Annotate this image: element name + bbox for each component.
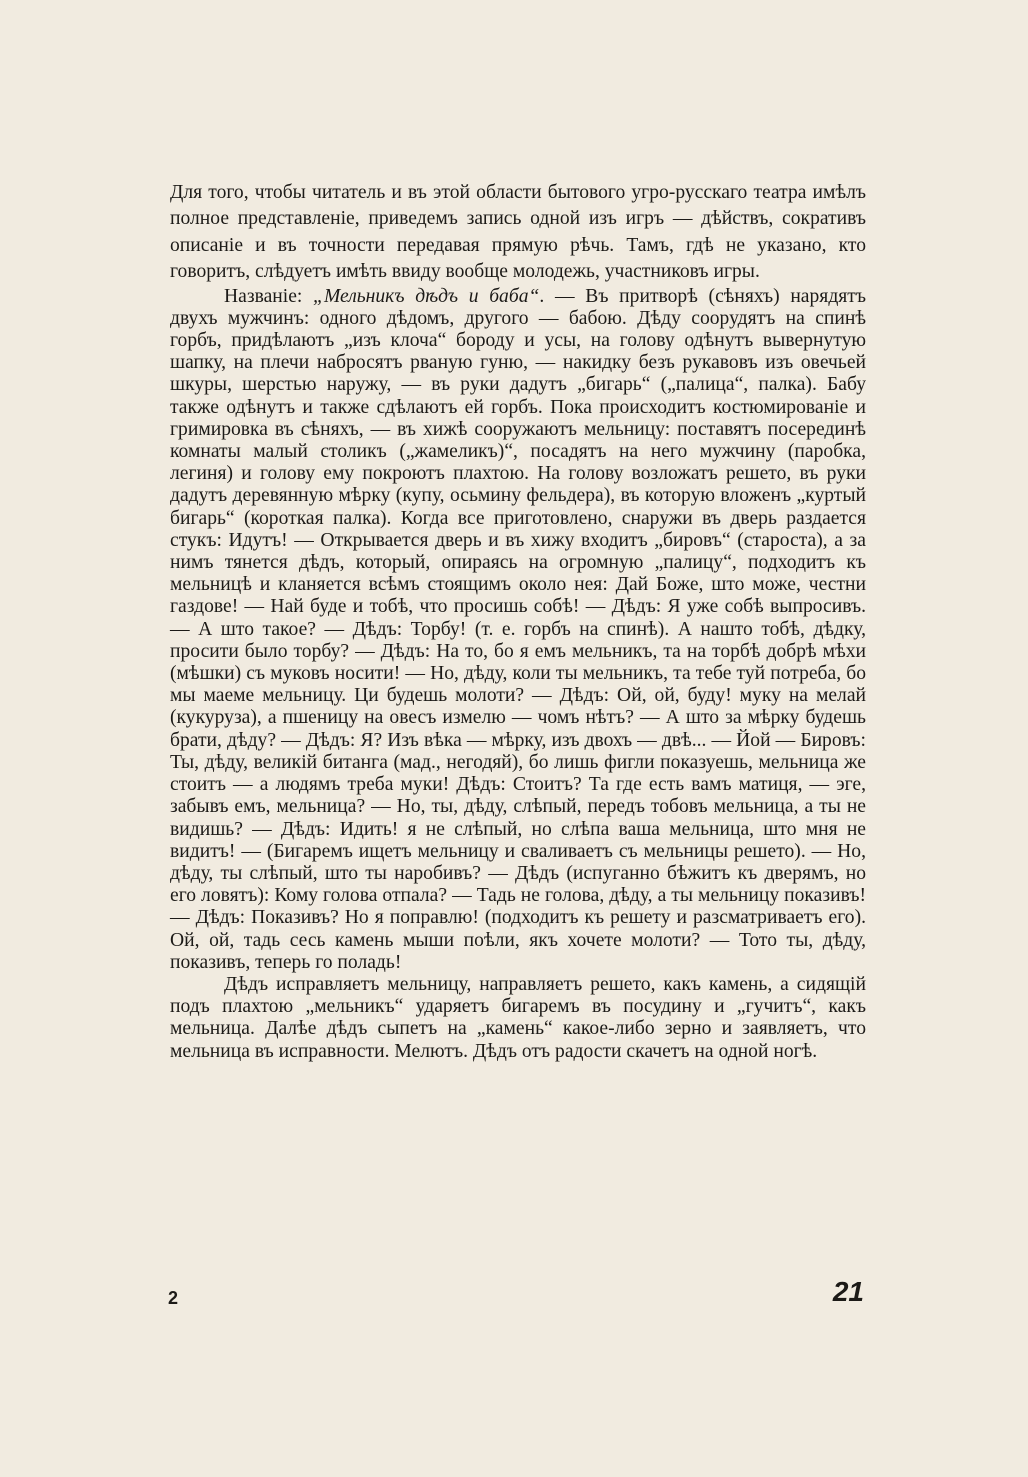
printer-signature-mark: 2 xyxy=(168,1288,179,1308)
game-title: „Мельникъ дѣдъ и баба“ xyxy=(313,285,540,307)
game-description-text: . — Въ притворѣ (сѣняхъ) нарядятъ двухъ мужчинъ: одного дѣдомъ, другого — бабою. Дѣду соорудятъ на спинѣ горбъ, придѣлаютъ „изъ клоча“ бороду и усы, на голову одѣнутъ вывернутую шапку, на плечи набросятъ рваную гуню, — накидку безъ рукавовъ изъ овечьей шкуры, шерстью наружу, — въ руки дадутъ „бигарь“ („палица“, палка). Бабу также одѣнутъ и также сдѣлаютъ ей горбъ. Пока происходитъ костюмированіе и гримировка въ сѣняхъ, — въ хижѣ сооружаютъ мельницу: поставятъ посерединѣ комнаты малый столикъ („жамеликъ)“, посадятъ на него мужчину (паробка, легиня) и голову ему покроютъ плахтою. На голову возложатъ решето, въ руки дадутъ деревянную мѣрку (купу, осьмину фельдера), въ которую вложенъ „куртый бигарь“ (короткая палка). Когда все приготовлено, снаружи въ дверь раздается стукъ: Идутъ! — Открывается дверь и въ хижу входитъ „бировъ“ (староста), а за нимъ тянется дѣдъ, который, опираясь на огромную „палицу“, подходитъ къ мельницѣ и кланяется всѣмъ стоящимъ около нея: Дай Боже, што може, честни газдове! — Най буде и тобѣ, что просишь собѣ! — Дѣдъ: Я уже собѣ выпросивъ. — А што такое? — Дѣдъ: Торбу! (т. е. горбъ на спинѣ). А нашто тобѣ, дѣдку, просити было торбу? — Дѣдъ: На то, бо я емъ мельникъ, та на торбѣ добрѣ мѣхи (мѣшки) съ муковъ носити! — Но, дѣду, коли ты мельникъ, та тебе туй потреба, бо мы маеме мельницу. Ци будешь молоти? — Дѣдъ: Ой, ой, буду! муку на мелай (кукуруза), а пшеницу на овесъ измелю — чомъ нѣтъ? — А што за мѣрку будешь брати, дѣду? — Дѣдъ: Я? Изъ вѣка — мѣрку, изъ двохъ — двѣ... — Йой — Бировъ: Ты, дѣду, великій битанга (мад., негодяй), бо лишь фигли показуешь, мельница же стоитъ — а людямъ треба муки! Дѣдъ: Стоитъ? Та где есть вамъ матиця, — эге, забывъ емъ, мельница? — Но, ты, дѣду, слѣпый, передъ тобовъ мельница, а ты не видишь? — Дѣдъ: Идить! я не слѣпый, но слѣпа ваша мельница, што мня не видитъ! — (Бигаремъ ищетъ мельницу и сваливаетъ съ мельницы решето). — Но, дѣду, ты слѣпый, што ты наробивъ? — Дѣдъ (испуганно бѣжитъ къ дверямъ, но его ловятъ): Кому голова отпала? — Тадь не голова, дѣду, а ты мельницу показивъ! — Дѣдъ: Показивъ? Но я поправлю! (подходитъ къ решету и разсматриваетъ его). Ой, ой, тадь сесь камень мыши поѣли, якъ хочете молоти? — Тото ты, дѣду, показивъ, теперь го поладь! xyxy=(170,285,866,973)
paragraph-game-description xyxy=(170,286,866,974)
title-prefix: Названіе: xyxy=(224,285,314,307)
page-number: 21 xyxy=(832,1276,864,1307)
body-text xyxy=(170,180,866,1063)
paragraph-conclusion: Дѣдъ исправляетъ мельницу, направляетъ решето, какъ камень, а сидящій подъ плахтою „мельникъ“ ударяетъ бигаремъ въ посудину и „гучитъ“, какъ мельница. Далѣе дѣдъ сыпетъ на „камень“ какое-либо зерно и заявляетъ, что мельница въ исправности. Мелютъ. Дѣдъ отъ радости скачетъ на одной ногѣ. xyxy=(170,973,866,1062)
paragraph-intro: Для того, чтобы читатель и въ этой области бытового угро-русскаго театра имѣлъ полное представленіе, приведемъ запись одной изъ игръ — дѣйствъ, сокративъ описаніе и въ точности передавая прямую рѣчь. Тамъ, гдѣ не указано, кто говоритъ, слѣдуетъ имѣть ввиду вообще молодежь, участниковъ игры. xyxy=(170,182,866,283)
